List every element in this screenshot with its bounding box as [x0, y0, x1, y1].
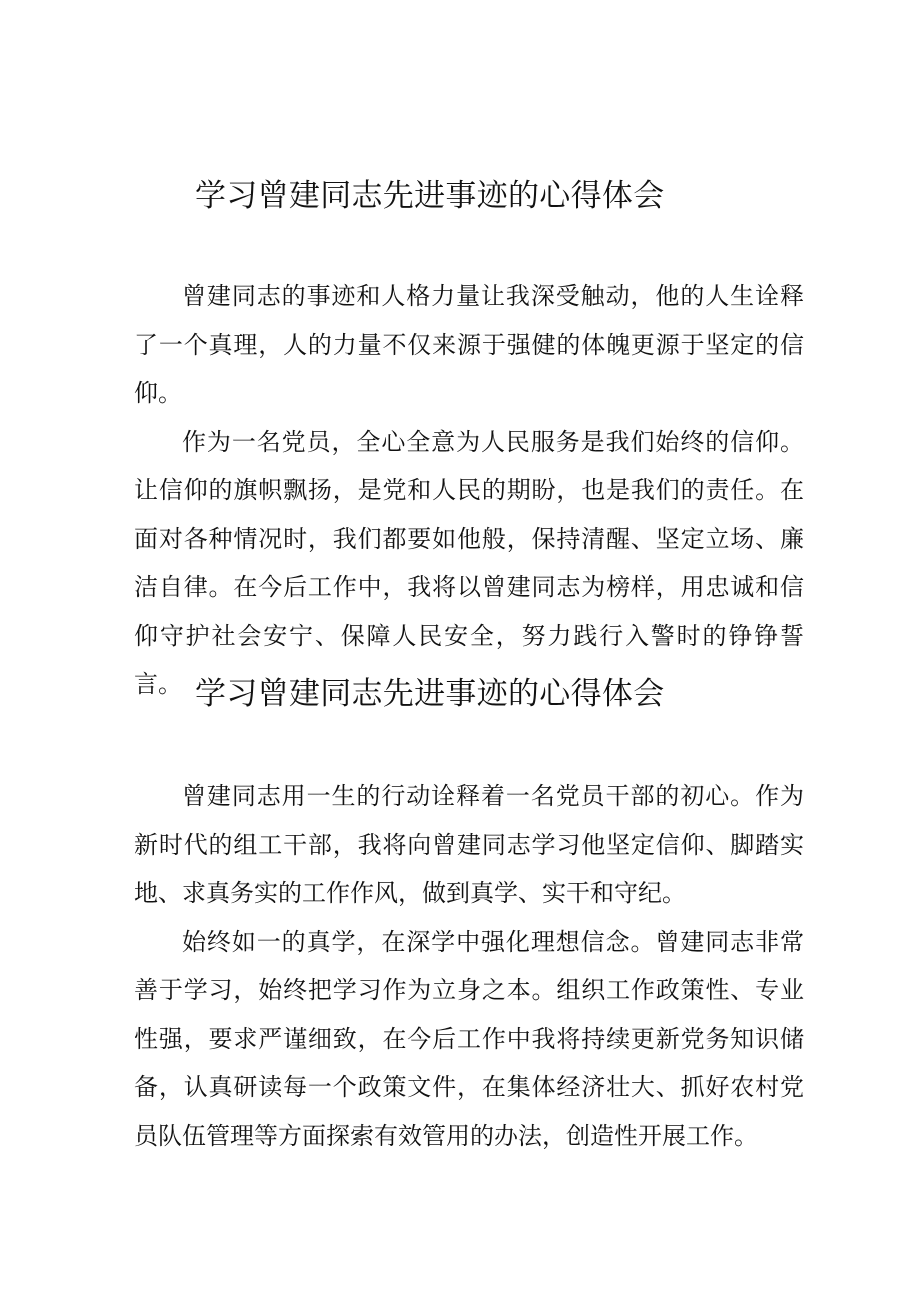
section-title: 学习曾建同志先进事迹的心得体会 — [195, 178, 665, 214]
paragraph: 始终如一的真学，在深学中强化理想信念。曾建同志非常善于学习，始终把学习作为立身之本。组织工作政策性、专业性强，要求严谨细致，在今后工作中我将持续更新党务知识储备，认真研读每一个政策文件，在集体经济壮大、抓好农村党员队伍管理等方面探索有效管用的办法，创造性开展工作。 — [134, 927, 804, 1150]
section-title: 学习曾建同志先进事迹的心得体会 — [195, 676, 665, 712]
essay-section-2 — [134, 668, 804, 1160]
paragraph: 曾建同志的事迹和人格力量让我深受触动，他的人生诠释了一个真理，人的力量不仅来源于强健的体魄更源于坚定的信仰。 — [134, 282, 804, 407]
paragraph: 作为一名党员，全心全意为人民服务是我们始终的信仰。让信仰的旗帜飘扬，是党和人民的期盼，也是我们的责任。在面对各种情况时，我们都要如他般，保持清醒、坚定立场、廉洁自律。在今后工作中，我将以曾建同志为榜样，用忠诚和信仰守护社会安宁、保障人民安全，努力践行入警时的铮铮誓言。 — [134, 427, 804, 698]
essay-section-1 — [134, 170, 804, 709]
paragraph: 曾建同志用一生的行动诠释着一名党员干部的初心。作为新时代的组工干部，我将向曾建同志学习他坚定信仰、脚踏实地、求真务实的工作作风，做到真学、实干和守纪。 — [134, 782, 804, 907]
